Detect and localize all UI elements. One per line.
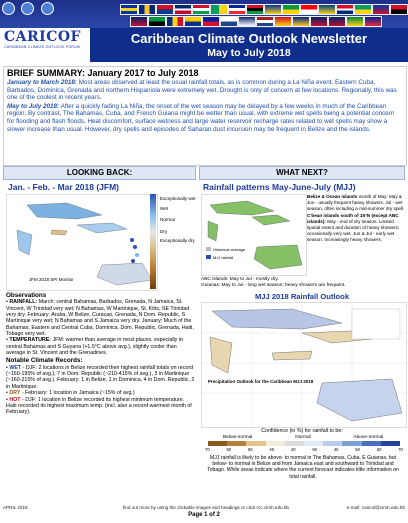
looking-back-heading[interactable]: LOOKING BACK: — [3, 166, 196, 180]
record-hot-text: DJF: 1 location in Belize recorded its highest minimum temperature. Haiti recorded its highest maximum temp. (incl. also a record warmest month of February). — [6, 396, 192, 416]
flag-banner — [0, 0, 408, 28]
confidence-title: Confidence (in %) for rainfall to be: — [261, 428, 343, 434]
outlook-title[interactable]: MJJ 2018 Rainfall Outlook — [254, 292, 350, 301]
spi-monitor-map[interactable] — [6, 194, 158, 291]
legend-dry: Dry — [160, 228, 168, 234]
flag-icon — [238, 16, 256, 27]
brief-para-2 — [7, 103, 403, 133]
record-dry: • DRY - February: 1 location in Jamaica (~15% of avg.) — [6, 390, 135, 397]
tick: 50 — [312, 447, 318, 452]
flag-icon — [148, 16, 166, 27]
jfm-chart-title[interactable]: Jan. - Feb. - Mar 2018 (JFM) — [8, 182, 119, 192]
confidence-colorbar — [208, 441, 400, 446]
confidence-ticks — [205, 447, 403, 452]
newsletter-period: May to July 2018 — [207, 47, 291, 59]
records-heading: Notable Climate Records: — [6, 357, 83, 365]
flag-icon — [310, 16, 328, 27]
rainfall-observations: • RAINFALL: March: central Bahamas, Barbados, Grenada, N Jamaica, St. Vincent, W Trinidad very wet; N Bahamas, W Martinique, St. Kitts, SE Trinidad very dry. February: Aruba, W Belize, Curacao, Grenada, N Dom. Republic, S Martinique very wet; N Bahamas and S Jamaica very dry. January: Much of the Bahamas, Eastern and Central Cuba, Dominica, Dom. Republic, Grenada, Haiti, Tobago very wet. — [6, 299, 194, 338]
region-notes — [201, 277, 405, 289]
spi-legend-colorbar — [150, 194, 156, 289]
flag-icon — [346, 16, 364, 27]
flag-icon — [282, 4, 300, 15]
outlook-summary: MJJ rainfall is likely to be above- to normal in The Bahamas, Cuba, E Guianas, but below- to normal in Belize and from Jamaica east and southward to Trinidad and Tobago. While areas indicate where the current forecast indicates little information on total rainfall. — [207, 455, 399, 480]
note-guianas: Guianas: May to Jul - long wet season; heavy showers are frequent. — [201, 282, 346, 288]
flag-icon — [156, 4, 174, 15]
flag-icon — [166, 16, 184, 27]
page-number: Page 1 of 2 — [188, 512, 220, 518]
flag-icon — [184, 16, 202, 27]
partner-logos — [2, 2, 56, 20]
tick: 40 — [333, 447, 339, 452]
flag-icon — [328, 16, 346, 27]
map-legend-historical: Historical average — [213, 247, 246, 252]
brief-para-2-text: After a quickly fading La Niña, the onset of the wet season may be delayed by a few weeks in much of the Caribbean region. By contrast, The Bahamas, Cuba, and French Guiana might be wetter than usual, with extreme wet spells being a potential concern for flooding and flash floods. Heat discomfort, surface wetness and large water reservoir recharge rates related to wet spells may show a slower increase than usual. However, dry spells and episodes of Saharan dust incursion may be frequent in Belize and the islands. — [7, 102, 395, 133]
spi-map-svg — [7, 195, 157, 290]
tick: 70 — [398, 447, 403, 452]
tick: 70 — [205, 447, 210, 452]
rainfall-text: March: central Bahamas, Barbados, Grenada, N Jamaica, St. Vincent, W Trinidad very wet; N Bahamas, W Martinique, St. Kitts, SE Trinidad very dry. February: Aruba, W Belize, Curacao, Grenada, N Dom. Republic, S Martinique very wet; N Bahamas and S Jamaica very dry. January: Much of the Bahamas, Eastern and Central Cuba, Dominica, Dom. Republic, Grenada, Haiti, Tobago very wet. — [6, 299, 194, 338]
flag-icon — [364, 16, 382, 27]
flag-icon — [372, 4, 390, 15]
outlook-map-label: Precipitation Outlook for the Caribbean MJJ 2018 — [208, 379, 314, 384]
observations-heading: Observations — [6, 292, 47, 299]
region-1-text: month of May: May & Jun - usually frequent heavy showers. Jul - wet season, often including a mid-summer dry spell. — [307, 194, 405, 211]
legend-exceptionally-wet: Exceptionally wet — [160, 196, 196, 201]
partner-logo-icon — [41, 2, 54, 15]
org-name: CARICOF — [4, 29, 81, 45]
region-descriptions — [307, 194, 405, 242]
legend-exceptionally-dry: Exceptionally dry — [160, 238, 195, 244]
wmo-logo-icon — [2, 2, 15, 15]
note-abc: ABC islands: May to Jul - mostly dry. — [201, 277, 279, 282]
region-2-name: C'bean islands south of 15°N (except ABC islands): — [307, 213, 399, 225]
flag-icon — [256, 16, 274, 27]
flag-icon — [210, 4, 228, 15]
region-2-text: May - end of dry season. Limited spatial extent and duration of heavy showers; occasionally very wet. Jun & Jul - early wet season. Increasingly heavy showers. — [307, 219, 400, 242]
rainfall-patterns-map[interactable] — [201, 194, 307, 276]
flag-icon — [202, 16, 220, 27]
record-dry-text: February: 1 location in Jamaica (~15% of avg.) — [24, 390, 135, 397]
region-1-name: Belize & Ocean islands — [307, 194, 358, 199]
newsletter-title: Caribbean Climate Outlook Newsletter — [130, 31, 368, 46]
rainfall-patterns-svg — [202, 195, 306, 275]
legend-wet: Wet — [160, 205, 169, 211]
observations — [6, 292, 196, 416]
flag-icon — [336, 4, 354, 15]
temperature-observations: • TEMPERATURE: JFM: warmer than average in most places, especially in central Bahamas and S Guyana (+1.5°C above avg.), slightly cooler than average in St. Vincent and the Grenadines. — [6, 337, 183, 357]
noaa-logo-icon — [21, 2, 34, 15]
flag-icon — [174, 4, 192, 15]
cat-below: Below-normal — [223, 435, 253, 440]
spi-map-label: JFM 2018 SPI Monitor — [29, 277, 74, 282]
tick: 60 — [376, 447, 382, 452]
tick: 50 — [355, 447, 360, 452]
newsletter-title-box — [90, 28, 408, 62]
flag-icon — [318, 4, 336, 15]
map-legend-mjj: MJJ rainfall — [213, 255, 234, 260]
record-hot-label: HOT - — [9, 396, 24, 403]
rainfall-label: RAINFALL: — [9, 299, 38, 306]
rainfall-patterns-title[interactable]: Rainfall patterns May-June-July (MJJ) — [203, 182, 356, 192]
flag-icon — [390, 4, 408, 15]
tick: 50 — [247, 447, 253, 452]
legend-normal: Normal — [160, 217, 175, 223]
outlook-svg — [202, 303, 406, 427]
region-1 — [307, 194, 405, 211]
flag-icon — [130, 16, 148, 27]
brief-heading: BRIEF SUMMARY: January 2017 to July 2018 — [7, 68, 199, 78]
org-subtitle: CARIBBEAN CLIMATE OUTLOOK FORUM — [4, 45, 81, 49]
record-wet-label: WET - — [9, 364, 25, 371]
flag-icon — [120, 4, 138, 15]
record-dry-label: DRY - — [9, 390, 24, 397]
rainfall-outlook-map[interactable] — [201, 302, 407, 428]
flag-icon — [192, 4, 210, 15]
spi-legend — [160, 196, 196, 248]
record-hot: • HOT - DJF: 1 location in Belize recorded its highest minimum temperature. Haiti recorded its highest maximum temp. (incl. also a record warmest month of February). — [6, 396, 192, 416]
record-wet-text: DJF: 2 locations in Belize recorded their highest rainfall totals on record (~160-195% of avg.), 7 in Dom. Republic (~210-415% of avg.), 3 in Martinique (~160-215% of avg.). February: 1 in Belize, 1 in Dominica, 4 in Dom. Republic, 2 in Martinique. — [6, 364, 195, 390]
caricof-logo — [4, 29, 88, 53]
cat-normal: Normal — [295, 435, 311, 440]
tick: 40 — [269, 447, 275, 452]
temp-text: JFM: warmer than average in most places, especially in central Bahamas and S Guyana (+1.5°C above avg.), slightly cooler than average in St. Vincent and the Grenadines. — [6, 337, 183, 357]
flag-icon — [354, 4, 372, 15]
flag-icon — [264, 4, 282, 15]
brief-para-2-lead: May to July 2018: — [7, 102, 60, 110]
tick: 40 — [290, 447, 296, 452]
region-2 — [307, 213, 405, 242]
record-wet: • WET - DJF: 2 locations in Belize recorded their highest rainfall totals on record (~160-195% of avg.), 7 in Dom. Republic (~210-415% of avg.), 3 in Martinique (~160-215% of avg.). February: 1 in Belize, 1 in Dominica, 4 in Dom. Republic, 2 in Martinique. — [6, 364, 195, 390]
brief-para-1 — [7, 79, 403, 102]
flag-icon — [274, 16, 292, 27]
brief-para-1-lead: January to March 2018: — [7, 79, 77, 86]
flag-icon — [246, 4, 264, 15]
tick: 60 — [226, 447, 232, 452]
flag-icon — [138, 4, 156, 15]
brief-summary — [3, 66, 407, 166]
footer-date: APRIL 2018 — [3, 505, 28, 510]
temp-label: TEMPERATURE: — [9, 337, 52, 344]
brief-para-1-text: Most areas observed at least the usual rainfall totals, as is common during a La Niña event. Eastern Cuba, Barbados, Dominica, Grenada and northern Hispaniola were extremely wet. Drought is only of concern at few locations. Regionally, this was one of the coolest in recent years. — [7, 79, 397, 102]
cat-above: Above-normal — [353, 435, 384, 440]
footer-link-text[interactable]: find out more by using the clickable images and headings or click rcc.cimh.edu.bb — [123, 505, 289, 510]
confidence-categories — [205, 435, 401, 440]
flag-icon — [300, 4, 318, 15]
flag-icon — [228, 4, 246, 15]
footer-email[interactable]: e-mail: caricof@cimh.edu.bb — [346, 505, 405, 510]
what-next-heading[interactable]: WHAT NEXT? — [199, 166, 405, 180]
flag-icon — [220, 16, 238, 27]
flag-icon — [292, 16, 310, 27]
